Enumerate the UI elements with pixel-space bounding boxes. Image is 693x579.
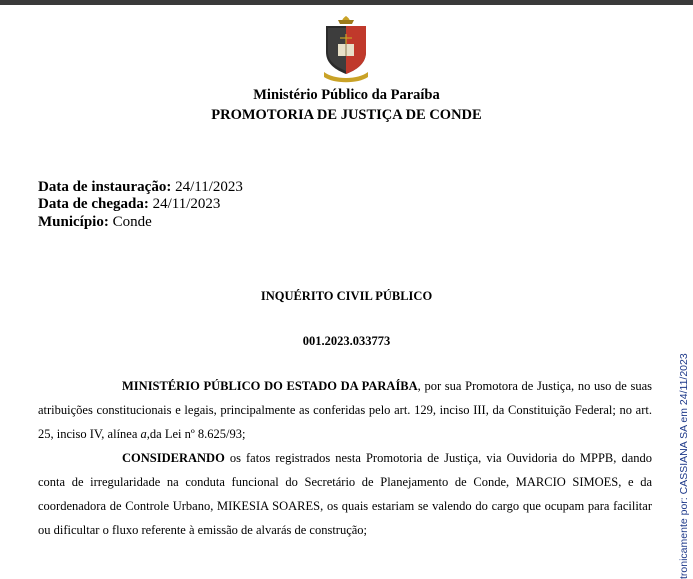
paragraph-text-end: ,da Lei nº 8.625/93; (146, 427, 246, 441)
instauracao-label: Data de instauração: (38, 179, 172, 195)
coat-of-arms-logo (318, 14, 374, 84)
municipio-value: Conde (112, 214, 152, 230)
paragraph-lead: MINISTÉRIO PÚBLICO DO ESTADO DA PARAÍBA (122, 379, 418, 393)
paragraph-ministerio (38, 374, 652, 446)
paragraph-lead: CONSIDERANDO (122, 451, 225, 465)
digital-signature-stamp: tronicamente por: CASSIANA SA em 24/11/2023 (678, 353, 690, 579)
organization-name: Ministério Público da Paraíba (253, 87, 440, 103)
document-title: INQUÉRITO CIVIL PÚBLICO (260, 289, 433, 303)
municipio-label: Município: (38, 214, 109, 230)
paragraph-text: os fatos registrados nesta Promotoria de Justiça, via Ouvidoria do MPPB, dando conta de irregularidade na conduta funcional do Secretário de Planejamento de Conde, MARCIO SIMOES, e da coordenadora de Controle Urbano, MIKESIA SOARES, os quais estariam se valendo do cargo que ocupam para facilitar ou dificultar o fluxo referente à emissão de alvarás de construção; (38, 451, 652, 537)
chegada-line (38, 195, 220, 213)
instauracao-value: 24/11/2023 (175, 179, 243, 195)
municipio-line (38, 213, 152, 231)
paragraph-italic: a (140, 427, 147, 441)
paragraph-text: , por sua Promotora de Justiça, no uso de suas atribuições constitucionais e legais, principalmente as conferidas pelo art. 129, inciso III, da Constituição Federal; no art. 25, inciso IV, alínea (38, 379, 652, 441)
unit-name: PROMOTORIA DE JUSTIÇA DE CONDE (211, 107, 482, 123)
instauracao-line (38, 178, 243, 196)
paragraph-considerando (38, 446, 652, 542)
chegada-value: 24/11/2023 (152, 196, 221, 212)
document-number: 001.2023.033773 (302, 334, 391, 348)
chegada-label: Data de chegada: (38, 196, 149, 212)
